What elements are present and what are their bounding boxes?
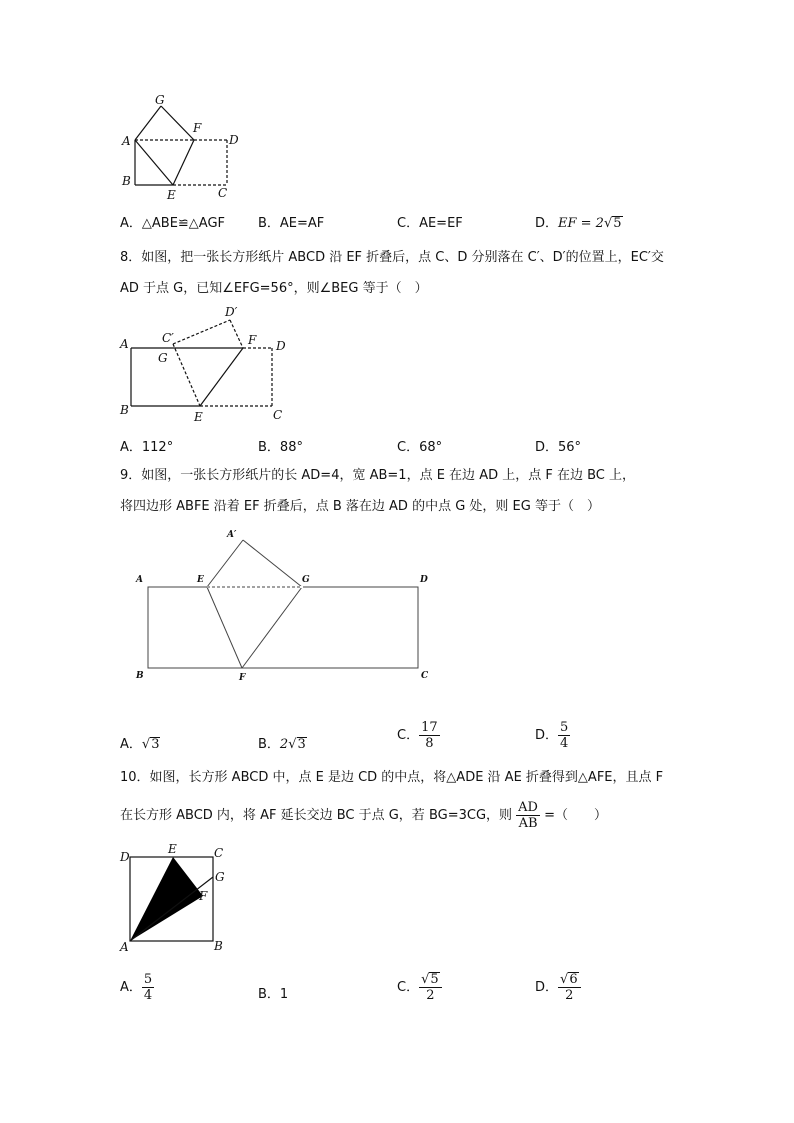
q10-fraction: $\frac{AD}{AB}$	[518, 800, 538, 831]
label-c: C	[214, 846, 224, 860]
q10-option-d[interactable]: D． $\frac{√6}{2}$	[535, 972, 581, 1003]
q9-text-line2: 将四边形 ABFE 沿着 EF 折叠后，点 B 落在边 AD 的中点 G 处，则 EG 等于（ ）	[120, 499, 600, 514]
label-g: G	[158, 351, 168, 365]
label-g: G	[215, 870, 225, 884]
figure-q7	[115, 92, 255, 202]
label-f: F	[199, 889, 208, 903]
label-d: D	[276, 339, 286, 353]
label-d: D	[420, 575, 428, 585]
q9-option-c[interactable]: C． $\frac{17}{8}$	[397, 720, 438, 751]
label-e: E	[167, 188, 176, 202]
label-e: E	[197, 575, 204, 585]
q10-text-line2: 在长方形 ABCD 内，将 AF 延长交边 BC 于点 G，若 BG=3CG，则 $\frac{AD}{AB}$ =（ ）	[120, 800, 608, 831]
q8-option-b[interactable]: B．88°	[258, 440, 303, 455]
figure-q10	[115, 840, 235, 955]
q7-option-a[interactable]: A．△ABE≌△AGF	[120, 216, 226, 231]
q10-option-b[interactable]: B．1	[258, 987, 289, 1002]
figure-q9	[125, 522, 445, 692]
q10-text-line1: 10．如图，长方形 ABCD 中，点 E 是边 CD 的中点，将△ADE 沿 AE 折叠得到△AFE，且点 F	[120, 770, 664, 785]
label-f: F	[248, 333, 257, 347]
figure-q8	[115, 300, 300, 425]
label-c: C	[273, 408, 283, 422]
q10-option-c[interactable]: C． $\frac{√5}{2}$	[397, 972, 442, 1003]
label-a-prime: A′	[227, 530, 237, 540]
label-e: E	[168, 842, 177, 856]
q8-option-a[interactable]: A．112°	[120, 440, 174, 455]
q9-option-d[interactable]: D． $\frac{5}{4}$	[535, 720, 569, 751]
label-c-prime: C′	[162, 331, 174, 345]
q10-option-a[interactable]: A． $\frac{5}{4}$	[120, 972, 153, 1003]
label-e: E	[194, 410, 203, 424]
q7-option-d[interactable]: D．EF = 2√5	[535, 216, 622, 231]
label-a: A	[120, 940, 129, 954]
q8-text-line2: AD 于点 G，已知∠EFG=56°，则∠BEG 等于（ ）	[120, 281, 428, 296]
label-g: G	[155, 93, 165, 107]
q9-text-line1: 9．如图，一张长方形纸片的长 AD=4，宽 AB=1，点 E 在边 AD 上，点 F 在边 BC 上，	[120, 468, 635, 483]
label-f: F	[193, 121, 202, 135]
q8-text-line1: 8．如图，把一张长方形纸片 ABCD 沿 EF 折叠后，点 C、D 分别落在 C′、D′的位置上，EC′交	[120, 250, 664, 265]
q8-option-c[interactable]: C．68°	[397, 440, 443, 455]
label-c: C	[218, 186, 228, 200]
label-d: D	[229, 133, 239, 147]
label-g: G	[302, 575, 310, 585]
label-b: B	[122, 174, 131, 188]
q9-option-a[interactable]: A．√3	[120, 737, 160, 752]
label-d: D	[120, 850, 130, 864]
q9-option-b[interactable]: B．2√3	[258, 737, 306, 752]
label-f: F	[239, 673, 246, 683]
label-b: B	[136, 671, 144, 681]
label-a: A	[120, 337, 129, 351]
label-c: C	[421, 671, 429, 681]
label-a: A	[136, 575, 143, 585]
label-d-prime: D′	[225, 305, 238, 319]
label-b: B	[120, 403, 129, 417]
q7-option-b[interactable]: B．AE=AF	[258, 216, 325, 231]
q8-option-d[interactable]: D．56°	[535, 440, 582, 455]
label-b: B	[214, 939, 223, 953]
label-a: A	[122, 134, 131, 148]
q7-option-c[interactable]: C．AE=EF	[397, 216, 463, 231]
